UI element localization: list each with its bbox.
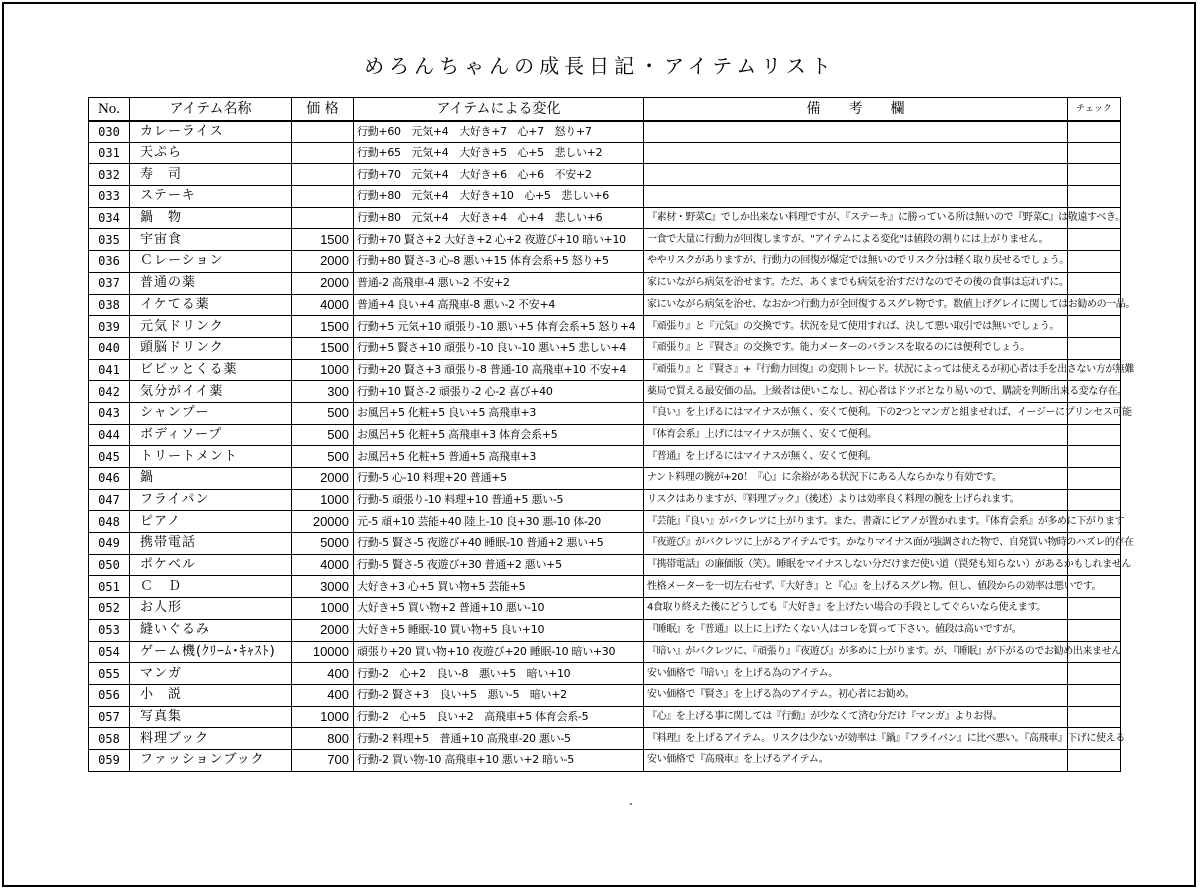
item-note [644, 142, 1068, 164]
item-number: 045 [89, 446, 130, 468]
check-box-cell[interactable] [1068, 272, 1121, 294]
table-row [89, 533, 1121, 555]
table-row [89, 251, 1121, 273]
item-number: 058 [89, 728, 130, 750]
item-name: ビビッとくる薬 [130, 359, 292, 381]
check-box-cell[interactable] [1068, 316, 1121, 338]
item-effect: 行動+5 元気+10 頑張り-10 悪い+5 体育会系+5 怒り+4 [354, 316, 644, 338]
item-effect: 行動-5 賢さ-5 夜遊び+30 普通+2 悪い+5 [354, 554, 644, 576]
item-price: 400 [292, 684, 354, 706]
item-note: 『料理』を上げるアイテム。リスクは少ないが効率は『鍋』『フライパン』に比べ悪い。『高飛車』下げに使える [644, 728, 1068, 750]
table-row [89, 728, 1121, 750]
table-row [89, 663, 1121, 685]
table-row [89, 706, 1121, 728]
item-number: 054 [89, 641, 130, 663]
item-number: 055 [89, 663, 130, 685]
item-price: 5000 [292, 533, 354, 555]
item-note: 『良い』を上げるにはマイナスが無く、安くて便利。下の2つとマンガと組ませれば、イージーにプリンセス可能 [644, 402, 1068, 424]
table-row [89, 576, 1121, 598]
item-effect: 行動+5 賢さ+10 頑張り-10 良い-10 悪い+5 悲しい+4 [354, 337, 644, 359]
header-row [89, 98, 1121, 121]
item-name: ボディソープ [130, 424, 292, 446]
item-note: 安い価格で『賢さ』を上げる為のアイテム。初心者にお勧め。 [644, 684, 1068, 706]
item-effect: 行動+80 賢さ-3 心-8 悪い+15 体育会系+5 怒り+5 [354, 251, 644, 273]
header-check: チェック [1068, 98, 1121, 121]
item-name: シャンプー [130, 402, 292, 424]
item-name: ピアノ [130, 511, 292, 533]
item-note: 薬局で買える最安価の品。上級者は使いこなし、初心者はドツボとなり易いので、購読を判断出来る変な存在。 [644, 381, 1068, 403]
item-price: 4000 [292, 294, 354, 316]
item-effect: 元-5 頑+10 芸能+40 陸上-10 良+30 悪-10 体-20 [354, 511, 644, 533]
item-effect: 行動-2 心+5 良い+2 高飛車+5 体育会系-5 [354, 706, 644, 728]
table-row [89, 164, 1121, 186]
item-effect: 大好き+3 心+5 買い物+5 芸能+5 [354, 576, 644, 598]
table-row [89, 294, 1121, 316]
item-number: 030 [89, 121, 130, 143]
table-row [89, 446, 1121, 468]
item-note: ややリスクがありますが、行動力の回復が爆定では無いのでリスク分は軽く取り戻せるでしょう。 [644, 251, 1068, 273]
check-box-cell[interactable] [1068, 337, 1121, 359]
item-number: 056 [89, 684, 130, 706]
item-name: 宇宙食 [130, 229, 292, 251]
item-name: トリートメント [130, 446, 292, 468]
item-note: 家にいながら病気を治せます。ただ、あくまでも病気を治すだけなのでその後の食事は忘れずに。 [644, 272, 1068, 294]
item-price [292, 186, 354, 208]
item-effect: 行動+60 元気+4 大好き+7 心+7 怒り+7 [354, 121, 644, 143]
item-effect: 行動-5 賢さ-5 夜遊び+40 睡眠-10 普通+2 悪い+5 [354, 533, 644, 555]
item-note: 性格メーターを一切左右せず、『大好き』と『心』を上げるスグレ物。但し、値段からの効率は悪いです。 [644, 576, 1068, 598]
check-box-cell[interactable] [1068, 468, 1121, 490]
header-no: No. [89, 98, 130, 121]
table-row [89, 684, 1121, 706]
table-row [89, 142, 1121, 164]
item-effect: 行動+70 賢さ+2 大好き+2 心+2 夜遊び+10 暗い+10 [354, 229, 644, 251]
item-effect: 普通+4 良い+4 高飛車-8 悪い-2 不安+4 [354, 294, 644, 316]
item-effect: お風呂+5 化粧+5 高飛車+3 体育会系+5 [354, 424, 644, 446]
table-row [89, 316, 1121, 338]
item-note: 安い価格で『高飛車』を上げるアイテム。 [644, 749, 1068, 771]
item-name: ゲーム機(ｸﾘｰﾑ･ｷｬｽﾄ) [130, 641, 292, 663]
item-price: 1000 [292, 489, 354, 511]
item-effect: お風呂+5 化粧+5 普通+5 高飛車+3 [354, 446, 644, 468]
item-price: 1000 [292, 359, 354, 381]
item-number: 053 [89, 619, 130, 641]
item-name: ステーキ [130, 186, 292, 208]
item-effect: 行動-5 心-10 料理+20 普通+5 [354, 468, 644, 490]
item-effect: 行動-2 料理+5 普通+10 高飛車-20 悪い-5 [354, 728, 644, 750]
item-effect: 大好き+5 買い物+2 普通+10 悪い-10 [354, 598, 644, 620]
item-note: 『夜遊び』がバクレツに上がるアイテムです。かなりマイナス面が強調された物で、自発買い物時のハズレ的存在 [644, 533, 1068, 555]
item-price: 10000 [292, 641, 354, 663]
item-price: 2000 [292, 272, 354, 294]
item-name: フライパン [130, 489, 292, 511]
item-name: Ｃ Ｄ [130, 576, 292, 598]
table-row [89, 424, 1121, 446]
check-box-cell[interactable] [1068, 142, 1121, 164]
item-name: 写真集 [130, 706, 292, 728]
table-row [89, 207, 1121, 229]
item-note: 『携帯電話』の廉価版（笑）。睡眠をマイナスしない分だけまだ使い道（罠発も知らない）があるかもしれません [644, 554, 1068, 576]
item-number: 041 [89, 359, 130, 381]
item-name: 頭脳ドリンク [130, 337, 292, 359]
item-price: 4000 [292, 554, 354, 576]
item-price: 500 [292, 446, 354, 468]
item-name: 小 説 [130, 684, 292, 706]
item-number: 050 [89, 554, 130, 576]
item-note: 『体育会系』上げにはマイナスが無く、安くて便利。 [644, 424, 1068, 446]
item-number: 034 [89, 207, 130, 229]
item-note: 『普通』を上げるにはマイナスが無く、安くて便利。 [644, 446, 1068, 468]
item-number: 039 [89, 316, 130, 338]
scan-speck [630, 803, 632, 805]
item-number: 036 [89, 251, 130, 273]
item-price: 700 [292, 749, 354, 771]
item-price: 1000 [292, 706, 354, 728]
check-box-cell[interactable] [1068, 121, 1121, 143]
item-number: 035 [89, 229, 130, 251]
item-name: Ｃレーション [130, 251, 292, 273]
table-row [89, 337, 1121, 359]
item-name: 普通の薬 [130, 272, 292, 294]
item-note: 『頑張り』と『元気』の交換です。状況を見て使用すれば、決して悪い取引では無いでしょう。 [644, 316, 1068, 338]
item-number: 031 [89, 142, 130, 164]
item-price: 2000 [292, 468, 354, 490]
item-note: 『頑張り』と『賢さ』の交換です。能力メーターのバランスを取るのには便利でしょう。 [644, 337, 1068, 359]
item-price [292, 207, 354, 229]
table-row [89, 749, 1121, 771]
item-name: 鍋 物 [130, 207, 292, 229]
table-row [89, 468, 1121, 490]
item-effect: 行動+70 元気+4 大好き+6 心+6 不安+2 [354, 164, 644, 186]
item-number: 033 [89, 186, 130, 208]
item-note [644, 186, 1068, 208]
item-name: 料理ブック [130, 728, 292, 750]
check-box-cell[interactable] [1068, 598, 1121, 620]
item-number: 032 [89, 164, 130, 186]
item-note: 『頑張り』と『賢さ』+『行動力回復』の変則トレード。状況によっては使えるが初心者は手を出さない方が無難 [644, 359, 1068, 381]
item-price: 400 [292, 663, 354, 685]
check-box-cell[interactable] [1068, 424, 1121, 446]
item-price [292, 142, 354, 164]
item-number: 049 [89, 533, 130, 555]
item-number: 043 [89, 402, 130, 424]
item-name: 寿 司 [130, 164, 292, 186]
item-name: ファッションブック [130, 749, 292, 771]
item-price: 500 [292, 424, 354, 446]
item-number: 059 [89, 749, 130, 771]
item-price: 1500 [292, 337, 354, 359]
item-effect: 行動+80 元気+4 大好き+4 心+4 悲しい+6 [354, 207, 644, 229]
item-effect: 行動-2 賢さ+3 良い+5 悪い-5 暗い+2 [354, 684, 644, 706]
item-list-table [88, 97, 1135, 772]
header-note: 備 考 欄 [644, 98, 1068, 121]
item-number: 048 [89, 511, 130, 533]
check-box-cell[interactable] [1068, 749, 1121, 771]
item-name: イケてる薬 [130, 294, 292, 316]
item-name: カレーライス [130, 121, 292, 143]
item-effect: 行動+80 元気+4 大好き+10 心+5 悲しい+6 [354, 186, 644, 208]
check-box-cell[interactable] [1068, 229, 1121, 251]
table-row [89, 121, 1121, 143]
item-effect: 行動+20 賢さ+3 頑張り-8 普通-10 高飛車+10 不安+4 [354, 359, 644, 381]
item-name: 縫いぐるみ [130, 619, 292, 641]
table-row [89, 381, 1121, 403]
header-name: アイテム名称 [130, 98, 292, 121]
item-price: 1500 [292, 229, 354, 251]
item-effect: 普通-2 高飛車-4 悪い-2 不安+2 [354, 272, 644, 294]
check-box-cell[interactable] [1068, 684, 1121, 706]
item-price: 3000 [292, 576, 354, 598]
check-box-cell[interactable] [1068, 186, 1121, 208]
item-price: 2000 [292, 251, 354, 273]
check-box-cell[interactable] [1068, 164, 1121, 186]
item-price [292, 164, 354, 186]
page-title: めろんちゃんの成長日記・アイテムリスト [364, 54, 836, 78]
item-number: 038 [89, 294, 130, 316]
check-box-cell[interactable] [1068, 489, 1121, 511]
item-effect: 頑張り+20 買い物+10 夜遊び+20 睡眠-10 暗い+30 [354, 641, 644, 663]
table-row [89, 619, 1121, 641]
item-note: 『心』を上げる事に関しては『行動』が少なくて済む分だけ『マンガ』よりお得。 [644, 706, 1068, 728]
table-row [89, 359, 1121, 381]
item-effect: 行動-2 買い物-10 高飛車+10 悪い+2 暗い-5 [354, 749, 644, 771]
table-row [89, 511, 1121, 533]
item-note: 『芸能』『良い』がバクレツに上がります。また、書斎にピアノが置かれます。『体育会系』が多めに下がります [644, 511, 1068, 533]
item-number: 044 [89, 424, 130, 446]
item-price: 300 [292, 381, 354, 403]
header-price: 価 格 [292, 98, 354, 121]
item-number: 052 [89, 598, 130, 620]
table-body [89, 121, 1135, 772]
item-number: 037 [89, 272, 130, 294]
table-row [89, 489, 1121, 511]
item-name: 元気ドリンク [130, 316, 292, 338]
item-number: 042 [89, 381, 130, 403]
item-name: ポケベル [130, 554, 292, 576]
item-note [644, 121, 1068, 143]
item-note: 一食で大量に行動力が回復しますが、"アイテムによる変化"は値段の割りには上がりません。 [644, 229, 1068, 251]
item-price: 1500 [292, 316, 354, 338]
table-row [89, 272, 1121, 294]
item-number: 051 [89, 576, 130, 598]
item-effect: 行動-2 心+2 良い-8 悪い+5 暗い+10 [354, 663, 644, 685]
item-effect: 大好き+5 睡眠-10 買い物+5 良い+10 [354, 619, 644, 641]
item-name: お人形 [130, 598, 292, 620]
table-row [89, 598, 1121, 620]
table-row [89, 229, 1121, 251]
item-price [292, 121, 354, 143]
item-number: 047 [89, 489, 130, 511]
table-row [89, 402, 1121, 424]
check-box-cell[interactable] [1068, 619, 1121, 641]
header-effect: アイテムによる変化 [354, 98, 644, 121]
item-note: ナント料理の腕が+20！『心』に余裕がある状況下にある人ならかなり有効です。 [644, 468, 1068, 490]
item-note: 家にいながら病気を治せ、なおかつ行動力が全回復するスグレ物です。数値上げグレイに関してはお勧めの一品。 [644, 294, 1068, 316]
item-price: 800 [292, 728, 354, 750]
item-note: 『素材・野菜C』でしか出来ない料理ですが、『ステーキ』に勝っている所は無いので『野菜C』は敬遠すべき。 [644, 207, 1068, 229]
item-price: 20000 [292, 511, 354, 533]
item-note: 4食取り終えた後にどうしても『大好き』を上げたい場合の手段としてぐらいなら使えます。 [644, 598, 1068, 620]
item-number: 057 [89, 706, 130, 728]
item-note: 安い価格で『暗い』を上げる為のアイテム。 [644, 663, 1068, 685]
item-name: 鍋 [130, 468, 292, 490]
item-note: 『暗い』がバクレツに、『頑張り』『夜遊び』が多めに上がります。が、『睡眠』が下がるのでお勧め出来ません [644, 641, 1068, 663]
item-effect: 行動+65 元気+4 大好き+5 心+5 悲しい+2 [354, 142, 644, 164]
item-price: 1000 [292, 598, 354, 620]
table-row [89, 186, 1121, 208]
item-effect: 行動+10 賢さ-2 頑張り-2 心-2 喜び+40 [354, 381, 644, 403]
item-note [644, 164, 1068, 186]
table-row [89, 554, 1121, 576]
item-name: マンガ [130, 663, 292, 685]
table-row [89, 641, 1121, 663]
item-effect: お風呂+5 化粧+5 良い+5 高飛車+3 [354, 402, 644, 424]
item-number: 040 [89, 337, 130, 359]
check-box-cell[interactable] [1068, 251, 1121, 273]
item-price: 2000 [292, 619, 354, 641]
check-box-cell[interactable] [1068, 663, 1121, 685]
item-note: リスクはありますが、『料理ブック』（後述）よりは効率良く料理の腕を上げられます。 [644, 489, 1068, 511]
item-note: 『睡眠』を『普通』以上に上げたくない人はコレを買って下さい。値段は高いですが。 [644, 619, 1068, 641]
item-number: 046 [89, 468, 130, 490]
item-name: 携帯電話 [130, 533, 292, 555]
item-name: 天ぷら [130, 142, 292, 164]
check-box-cell[interactable] [1068, 706, 1121, 728]
check-box-cell[interactable] [1068, 446, 1121, 468]
item-effect: 行動-5 頑張り-10 料理+10 普通+5 悪い-5 [354, 489, 644, 511]
item-name: 気分がイイ薬 [130, 381, 292, 403]
item-price: 500 [292, 402, 354, 424]
